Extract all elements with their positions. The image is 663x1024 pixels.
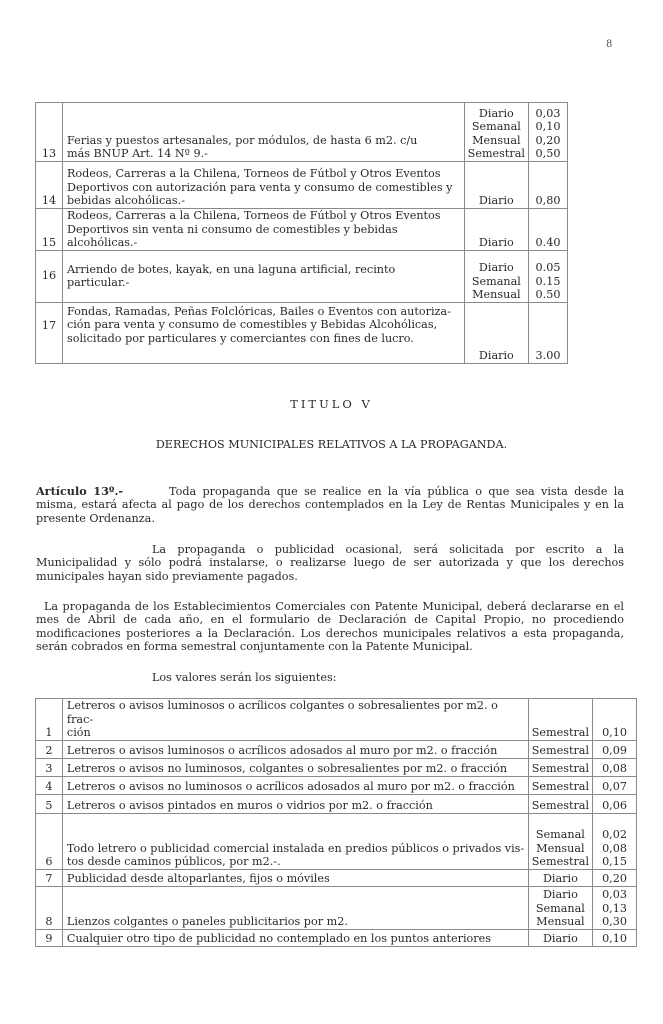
row-value: 0,09 [593,740,637,758]
paragraph-establishments: La propaganda de los Establecimientos Comerciales con Patente Municipal, deberá declararse en el mes de Abril de cada año, en el formulario de Declaración de Capital Propio, no procediendo modificaciones posteriores a la Declaración. Los derechos municipales relativos a esta propaganda, serán cobrados en forma semestral conjuntamente con la Patente Municipal. [36,600,624,653]
row-value: 3.00 [529,302,568,363]
row-description: Publicidad desde altoparlantes, fijos o móviles [62,869,528,886]
row-period: Semestral [528,699,592,741]
row-number: 17 [36,302,63,363]
row-description: Cualquier otro tipo de publicidad no contemplado en los puntos anteriores [62,929,528,946]
table-row [36,869,637,886]
row-number: 16 [36,250,63,302]
article-label: Artículo 13º.- [36,484,124,498]
row-value: 0,06 [593,794,637,813]
row-description: Arriendo de botes, kayak, en una laguna artificial, recinto particular.- [62,250,464,302]
fees-table-advertising [35,698,637,947]
row-period: Diario Semanal Mensual [464,250,528,302]
row-number: 1 [36,699,63,741]
row-description: Rodeos, Carreras a la Chilena, Torneos de Fútbol y Otros Eventos Deportivos con autorización para venta y consumo de comestibles y bebidas alcohólicas.- [62,162,464,209]
page-number: 8 [606,39,613,50]
row-value: 0,20 [593,869,637,886]
row-description: Ferias y puestos artesanales, por módulos, de hasta 6 m2. c/u más BNUP Art. 14 Nº 9.- [62,103,464,162]
row-value: 0,80 [529,162,568,209]
row-period: Semestral [528,758,592,776]
row-number: 5 [36,794,63,813]
row-number: 14 [36,162,63,209]
section-title: TITULO V [290,397,373,411]
row-value: 0,02 0,08 0,15 [593,813,637,869]
row-value: 0.40 [529,209,568,251]
row-description: Letreros o avisos luminosos o acrílicos colgantes o sobresalientes por m2. o frac- ción [62,699,528,741]
section-subtitle: DERECHOS MUNICIPALES RELATIVOS A LA PROPAGANDA. [155,438,508,451]
row-number: 4 [36,776,63,794]
row-value: 0,08 [593,758,637,776]
row-description: Letreros o avisos luminosos o acrílicos adosados al muro por m2. o fracción [62,740,528,758]
row-value: 0,10 [593,699,637,741]
row-value: 0,10 [593,929,637,946]
row-period: Diario [528,869,592,886]
table-row [36,794,637,813]
row-number: 6 [36,813,63,869]
paragraph-values-intro: Los valores serán los siguientes: [152,671,337,684]
fees-table-events [35,102,568,364]
table-row [36,776,637,794]
row-period: Diario Semanal Mensual [528,886,592,929]
row-period: Diario [464,209,528,251]
table-row [36,886,637,929]
row-number: 13 [36,103,63,162]
row-period: Semestral [528,740,592,758]
row-number: 2 [36,740,63,758]
row-value: 0.05 0.15 0.50 [529,250,568,302]
row-description: Letreros o avisos pintados en muros o vidrios por m2. o fracción [62,794,528,813]
table-row [36,813,637,869]
row-period: Semestral [528,776,592,794]
row-description: Letreros o avisos no luminosos, colgantes o sobresalientes por m2. o fracción [62,758,528,776]
row-period: Semestral [528,794,592,813]
row-description: Todo letrero o publicidad comercial instalada en predios públicos o privados vis- tos desde caminos públicos, por m2.-. [62,813,528,869]
table-row [36,250,568,302]
table-row [36,103,568,162]
row-value: 0,07 [593,776,637,794]
article-text: Toda propaganda que se realice en la vía pública o que sea vista desde la misma, estará afecta al pago de los derechos contemplados en la Ley de Rentas Municipales y en la presente Ordenanza. [36,485,625,525]
table-row [36,758,637,776]
table-row [36,302,568,363]
row-value: 0,03 0,10 0,20 0,50 [529,103,568,162]
row-value: 0,03 0,13 0,30 [593,886,637,929]
article-13-paragraph [36,485,624,525]
row-number: 8 [36,886,63,929]
row-number: 7 [36,869,63,886]
table-row [36,929,637,946]
paragraph-occasional: La propaganda o publicidad ocasional, será solicitada por escrito a la Municipalidad y sólo podrá instalarse, o realizarse luego de ser autorizada y que los derechos municipales hayan sido previamente pagados. [36,543,624,583]
table-row [36,162,568,209]
row-period: Semanal Mensual Semestral [528,813,592,869]
row-period: Diario Semanal Mensual Semestral [464,103,528,162]
row-number: 3 [36,758,63,776]
table-row [36,209,568,251]
row-description: Rodeos, Carreras a la Chilena, Torneos de Fútbol y Otros Eventos Deportivos sin venta ni consumo de comestibles y bebidas alcohólicas.- [62,209,464,251]
row-number: 15 [36,209,63,251]
row-period: Diario [528,929,592,946]
row-number: 9 [36,929,63,946]
table-row [36,740,637,758]
row-description: Fondas, Ramadas, Peñas Folclóricas, Bailes o Eventos con autoriza- ción para venta y consumo de comestibles y Bebidas Alcohólicas, solicitado por particulares y comerciantes con fines de lucro. [62,302,464,363]
table-row [36,699,637,741]
row-description: Letreros o avisos no luminosos o acrílicos adosados al muro por m2. o fracción [62,776,528,794]
row-period: Diario [464,302,528,363]
row-description: Lienzos colgantes o paneles publicitarios por m2. [62,886,528,929]
row-period: Diario [464,162,528,209]
